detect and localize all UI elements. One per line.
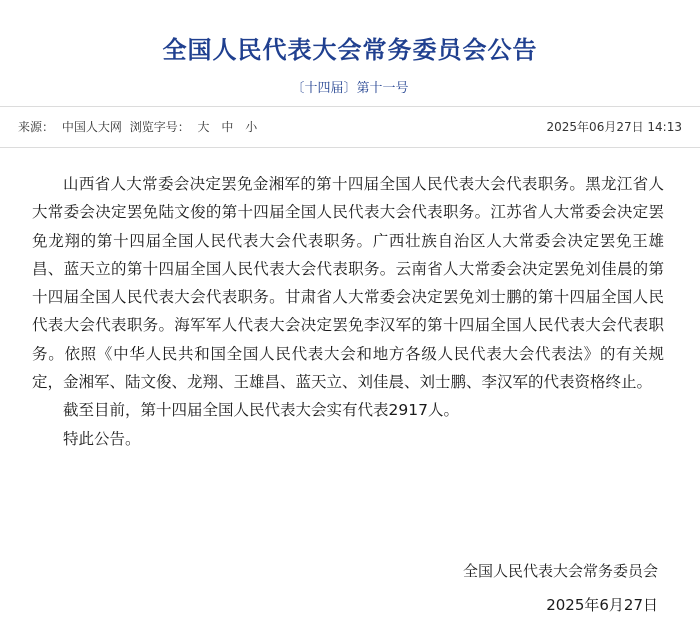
body-paragraph: 截至目前，第十四届全国人民代表大会实有代表2917人。: [63, 401, 459, 420]
signing-organization: 全国人民代表大会常务委员会: [462, 562, 658, 580]
source-label: 来源：: [18, 120, 55, 134]
font-size-label: 浏览字号：: [129, 120, 190, 134]
body-paragraph: 山西省人大常委会决定罢免金湘军的第十四届全国人民代表大会代表职务。黑龙江省人大常委会决定罢免陆文俊的第十四届全国人民代表大会代表职务。江苏省人大常委会决定罢免龙翔的第十四届全国人民代表大会代表职务。广西壮族自治区人大常委会决定罢免王雄昌、蓝天立的第十四届全国人民代表大会代表职务。云南省人大常委会决定罢免刘佳晨的第十四届全国人民代表大会代表职务。甘肃省人大常委会决定罢免刘士鹏的第十四届全国人民代表大会代表职务。海军军人代表大会决定罢免李汉军的第十四届全国人民代表大会代表职务。依照《中华人民共和国全国人民代表大会和地方各级人民代表大会代表法》的有关规定，金湘军、陆文俊、龙翔、王雄昌、蓝天立、刘佳晨、刘士鹏、李汉军的代表资格终止。: [32, 175, 664, 392]
announcement-body: [32, 170, 664, 453]
meta-left: [18, 118, 265, 135]
meta-bar: [0, 106, 700, 148]
font-size-medium-button[interactable]: 中: [221, 120, 234, 134]
publish-datetime: 2025年06月27日 14:13: [546, 120, 682, 134]
signing-date: 2025年6月27日: [546, 596, 658, 614]
announcement-title: 全国人民代表大会常务委员会公告: [162, 36, 538, 64]
font-size-large-button[interactable]: 大: [197, 120, 210, 134]
font-size-small-button[interactable]: 小: [245, 120, 258, 134]
body-paragraph: 特此公告。: [63, 429, 141, 448]
source-name: 中国人大网: [61, 120, 122, 134]
announcement-number: 〔十四届〕第十一号: [291, 81, 409, 96]
